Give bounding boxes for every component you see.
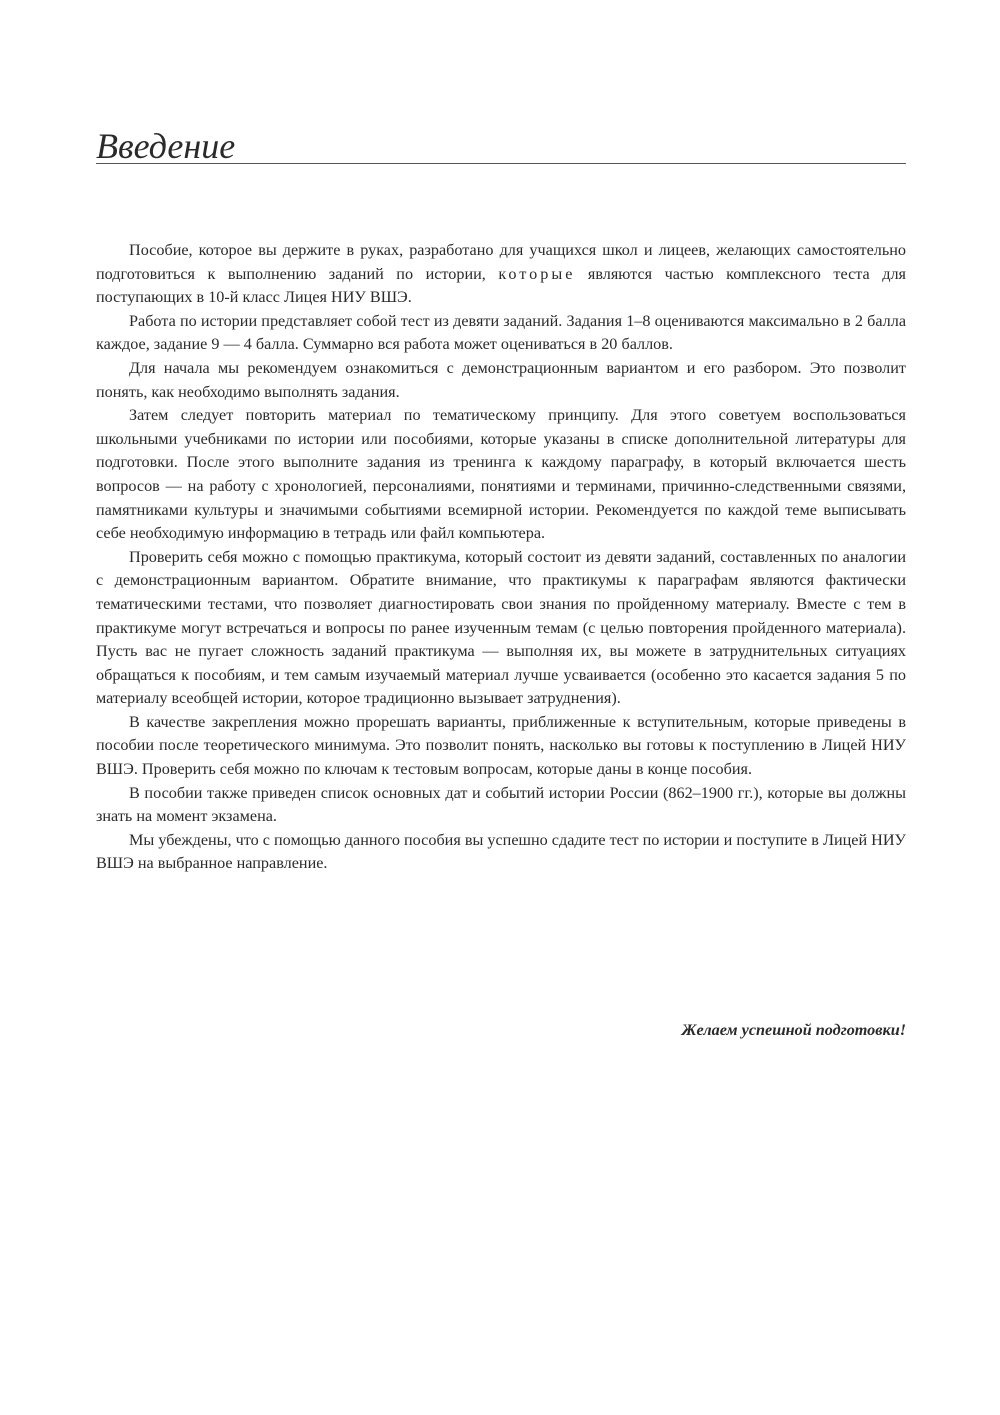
paragraph-2: Работа по истории представляет собой тест из девяти заданий. Задания 1–8 оцениваются максимально в 2 балла каждое, задание 9 — 4 балла. Суммарно вся работа может оцениваться в 20 баллов. [96,311,906,354]
closing-wish: Желаем успешной подготовки! [681,1021,906,1039]
paragraph-1 [96,239,906,310]
body-text [96,239,906,876]
paragraph-8: Мы убеждены, что с помощью данного пособия вы успешно сдадите тест по истории и поступите в Лицей НИУ ВШЭ на выбранное направление. [96,830,907,873]
paragraph-1-end: являются частью комплексного теста для поступающих в 10-й класс Лицея НИУ ВШЭ. [96,264,906,307]
paragraph-4: Затем следует повторить материал по тематическому принципу. Для этого советуем воспользоваться школьными учебниками по истории или пособиями, которые указаны в списке дополнительной литературы для подготовки. После этого выполните задания из тренинга к каждому параграфу, в который включается шесть вопросов — на работу с хронологией, персоналиями, понятиями и терминами, причинно-следственными связями, памятниками культуры и значимыми событиями всемирной истории. Рекомендуется по каждой теме выписывать себе необходимую информацию в тетрадь или файл компьютера. [96,406,906,543]
title-underline [96,163,906,164]
paragraph-6: В качестве закрепления можно прорешать варианты, приближенные к вступительным, которые приведены в пособии после теоретического минимума. Это позволит понять, насколько вы готовы к поступлению в Лицей НИУ ВШЭ. Проверить себя можно по ключам к тестовым вопросам, которые даны в конце пособия. [96,712,906,779]
paragraph-3: Для начала мы рекомендуем ознакомиться с демонстрационным вариантом и его разбором. Это позволит понять, как необходимо выполнять задания. [96,358,906,401]
page-title: Введение [96,126,236,166]
paragraph-1-start: Пособие, которое вы держите в руках, разработано для учащихся школ и лицеев, желающих самостоятельно подготовиться к выполнению заданий по истории, [96,241,906,283]
paragraph-7: В пособии также приведен список основных дат и событий истории России (862–1900 гг.), которые вы должны знать на момент экзамена. [96,783,906,826]
paragraph-5: Проверить себя можно с помощью практикума, который состоит из девяти заданий, составленных по аналогии с демонстрационным вариантом. Обратите внимание, что практикумы к параграфам являются фактически тематическими тестами, что позволяет диагностировать свои знания по пройденному материалу. Вместе с тем в практикуме могут встречаться и вопросы по ранее изученным темам (с целью повторения пройденного материала). Пусть вас не пугает сложность заданий практикума — выполняя их, вы можете в затруднительных ситуациях обращаться к пособиям, и тем самым изучаемый материал лучше усваивается (особенно это касается задания 5 по материалу всеобщей истории, которое традиционно вызывает затруднения). [96,547,906,708]
paragraph-1-spaced-word: которые [498,264,576,283]
